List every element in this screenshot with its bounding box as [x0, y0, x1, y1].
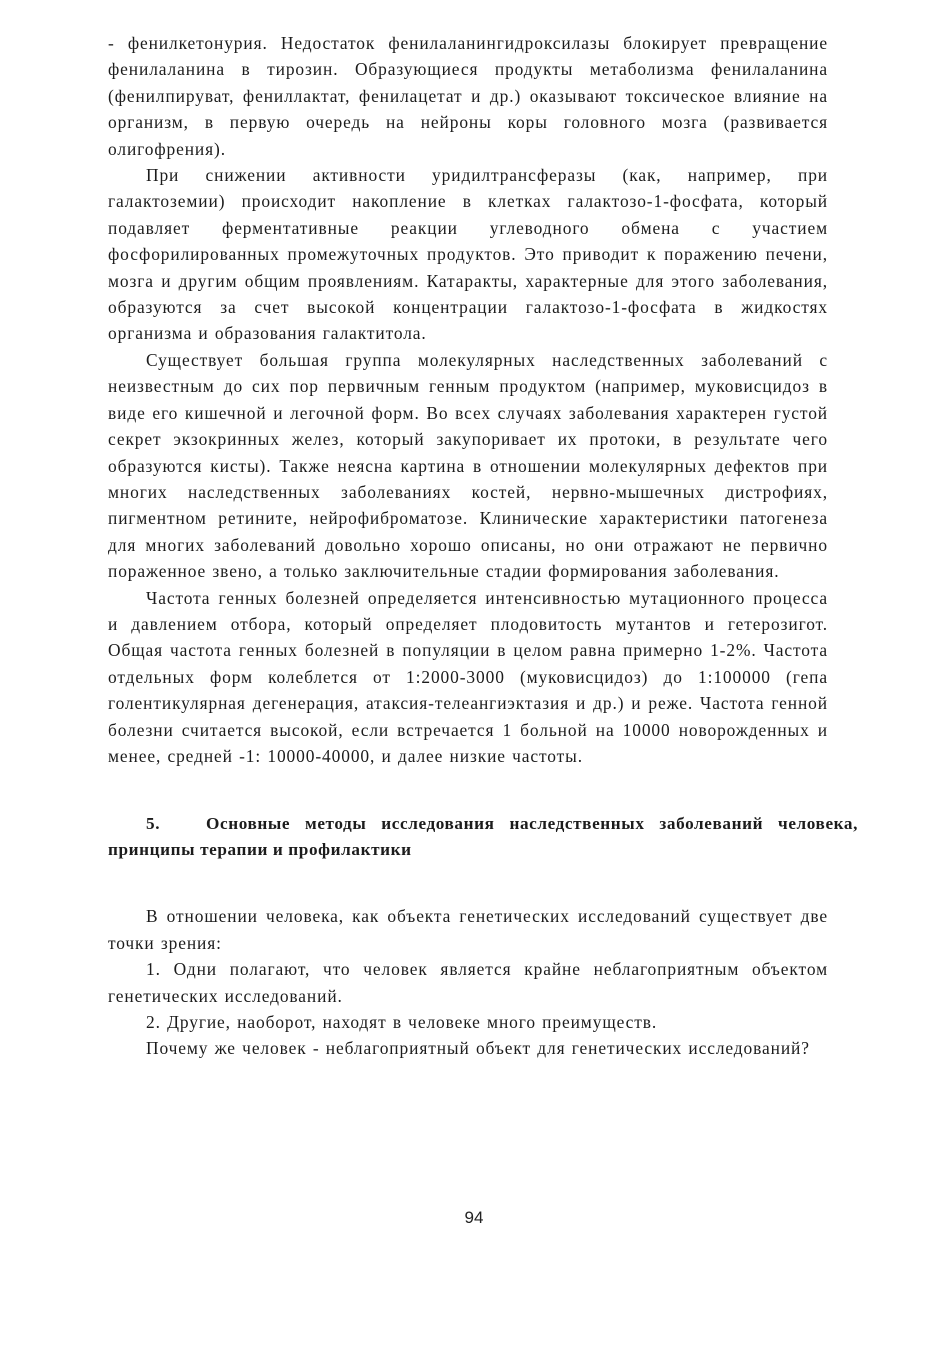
- section-number: 5.: [146, 814, 161, 834]
- page-body: [108, 30, 858, 1062]
- body-paragraph: - фенилкетонурия. Недостаток фенилаланингидроксилазы блокирует превращение фенилаланина в тирозин. Образующиеся продукты метаболизма фенилаланина (фенилпируват, фениллактат, фенилацетат и др.) оказывают токсическое влияние на организм, в первую очередь на нейроны коры головного мозга (развивается олигофрения).: [108, 33, 828, 159]
- section-heading: [108, 811, 858, 863]
- page-number: 94: [464, 1208, 484, 1227]
- list-item: 1. Одни полагают, что человек является крайне неблагоприятным объектом генетических исследований.: [108, 959, 828, 1006]
- body-paragraph: При снижении активности уридилтрансферазы (как, например, при галактоземии) происходит накопление в клетках галактозо-1-фосфата, который подавляет ферментативные реакции углеводного обмена с участием фосфорилированных промежуточных продуктов. Это приводит к поражению печени, мозга и другим общим проявлениям. Катаракты, характерные для этого заболевания, образуются за счет высокой концентрации галактозо-1-фосфата в жидкостях организма и образования галактитола.: [108, 165, 828, 344]
- section-title: Основные методы исследования наследственных заболеваний человека, принципы терапии и профилактики: [108, 814, 858, 860]
- body-paragraph: Почему же человек - неблагоприятный объект для генетических исследований?: [146, 1038, 810, 1059]
- body-paragraph: Частота генных болезней определяется интенсивностью мутационного процесса и давлением отбора, который определяет плодовитость мутантов и гетерозигот. Общая частота генных болезней в популяции в целом равна примерно 1-2%. Частота отдельных форм колеблется от 1:2000-3000 (муковисцидоз) до 1:100000 (гепа голентикулярная дегенерация, атаксия-телеангиэктазия и др.) и реже. Частота генной болезни считается высокой, если встречается 1 больной на 10000 новорожденных и менее, средней -1: 10000-40000, и далее низкие частоты.: [108, 587, 828, 766]
- body-paragraph: В отношении человека, как объекта генетических исследований существует две точки зрения:: [108, 906, 828, 953]
- list-item: 2. Другие, наоборот, находят в человеке много преимуществ.: [146, 1012, 658, 1032]
- body-paragraph: Существует большая группа молекулярных наследственных заболеваний с неизвестным до сих пор первичным генным продуктом (например, муковисцидоз в виде его кишечной и легочной форм. Во всех случаях заболевания характерен густой секрет экзокринных желез, который закупоривает их протоки, в результате чего образуются кисты). Также неясна картина в отношении молекулярных дефектов при многих наследственных заболеваниях костей, нервно-мышечных дистрофиях, пигментном ретините, нейрофиброматозе. Клинические характеристики патогенеза для многих заболеваний довольно хорошо описаны, но они отражают не первично пораженное звено, а только заключительные стадии формирования заболевания.: [108, 349, 828, 582]
